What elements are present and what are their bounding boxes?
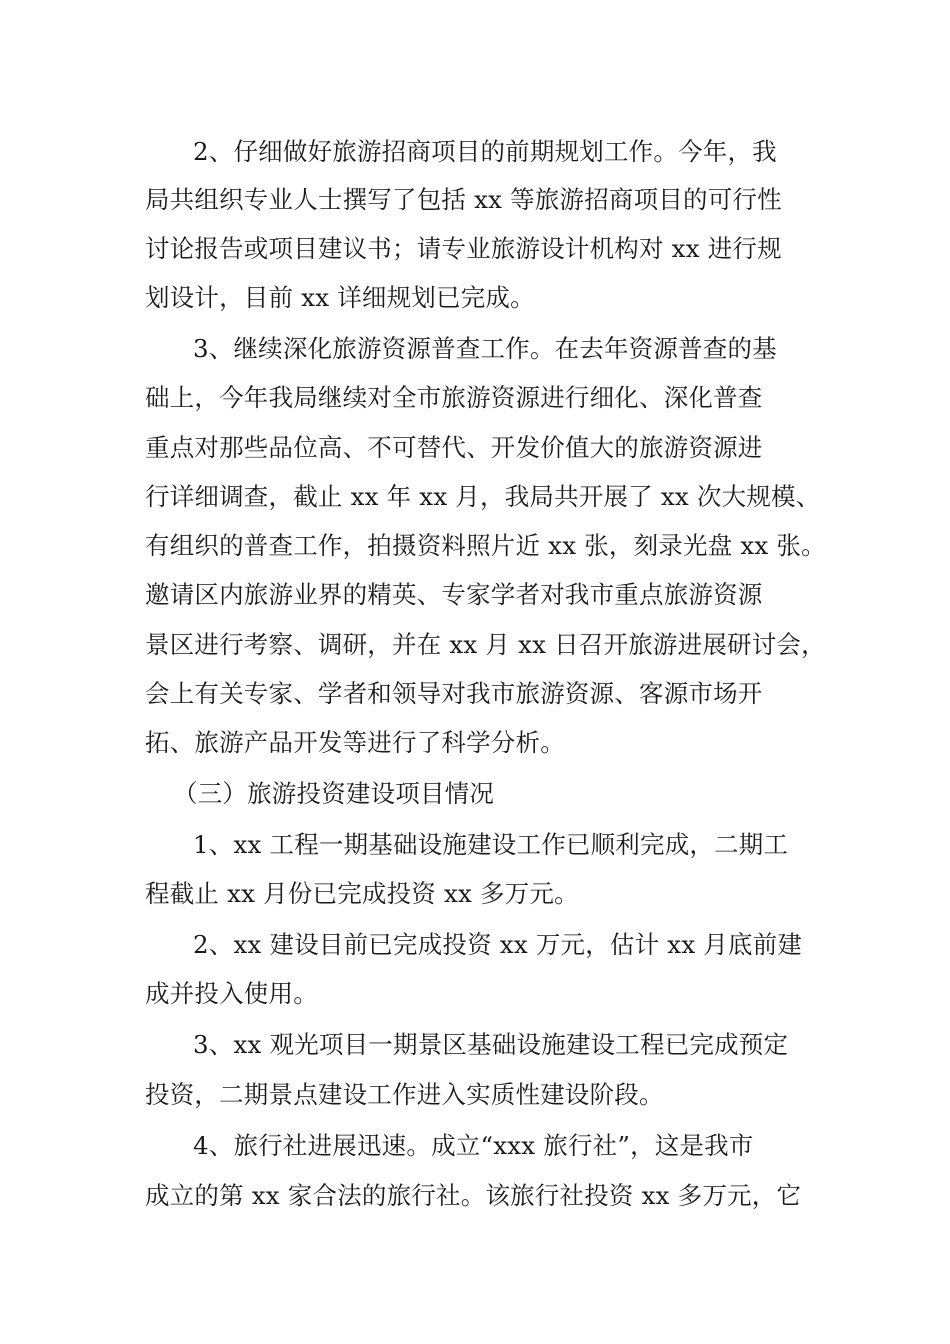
section-heading: （三）旅游投资建设项目情况: [173, 779, 495, 808]
paragraph-line: 划设计，目前 xx 详细规划已完成。: [145, 283, 535, 312]
paragraph-line: 邀请区内旅游业界的精英、专家学者对我市重点旅游资源: [145, 580, 763, 609]
paragraph-line: 2、仔细做好旅游招商项目的前期规划工作。今年，我: [193, 137, 777, 166]
paragraph-line: 行详细调查，截止 xx 年 xx 月，我局共开展了 xx 次大规模、: [145, 482, 821, 511]
paragraph-line: 3、xx 观光项目一期景区基础设施建设工程已完成预定: [193, 1030, 789, 1059]
paragraph-line: 成立的第 xx 家合法的旅行社。该旅行社投资 xx 多万元，它: [145, 1181, 802, 1210]
paragraph-line: 程截止 xx 月份已完成投资 xx 多万元。: [145, 879, 579, 908]
paragraph-line: 拓、旅游产品开发等进行了科学分析。: [145, 728, 565, 757]
paragraph-line: 2、xx 建设目前已完成投资 xx 万元，估计 xx 月底前建: [193, 930, 803, 959]
paragraph-line: 讨论报告或项目建议书；请专业旅游设计机构对 xx 进行规: [145, 234, 782, 263]
paragraph-line: 成并投入使用。: [145, 979, 318, 1008]
paragraph-line: 投资，二期景点建设工作进入实质性建设阶段。: [145, 1080, 664, 1109]
paragraph-line: 有组织的普查工作，拍摄资料照片近 xx 张，刻录光盘 xx 张。: [145, 531, 826, 560]
paragraph-line: 础上，今年我局继续对全市旅游资源进行细化、深化普查: [145, 383, 763, 412]
paragraph-line: 重点对那些品位高、不可替代、开发价值大的旅游资源进: [145, 433, 763, 462]
paragraph-line: 局共组织专业人士撰写了包括 xx 等旅游招商项目的可行性: [145, 185, 782, 214]
paragraph-line: 1、xx 工程一期基础设施建设工作已顺利完成，二期工: [193, 830, 789, 859]
paragraph-line: 3、继续深化旅游资源普查工作。在去年资源普查的基: [193, 334, 777, 363]
paragraph-line: 会上有关专家、学者和领导对我市旅游资源、客源市场开: [145, 679, 763, 708]
paragraph-line: 4、旅行社进展迅速。成立“xxx 旅行社”，这是我市: [193, 1131, 754, 1160]
paragraph-line: 景区进行考察、调研，并在 xx 月 xx 日召开旅游进展研讨会，: [145, 630, 826, 659]
